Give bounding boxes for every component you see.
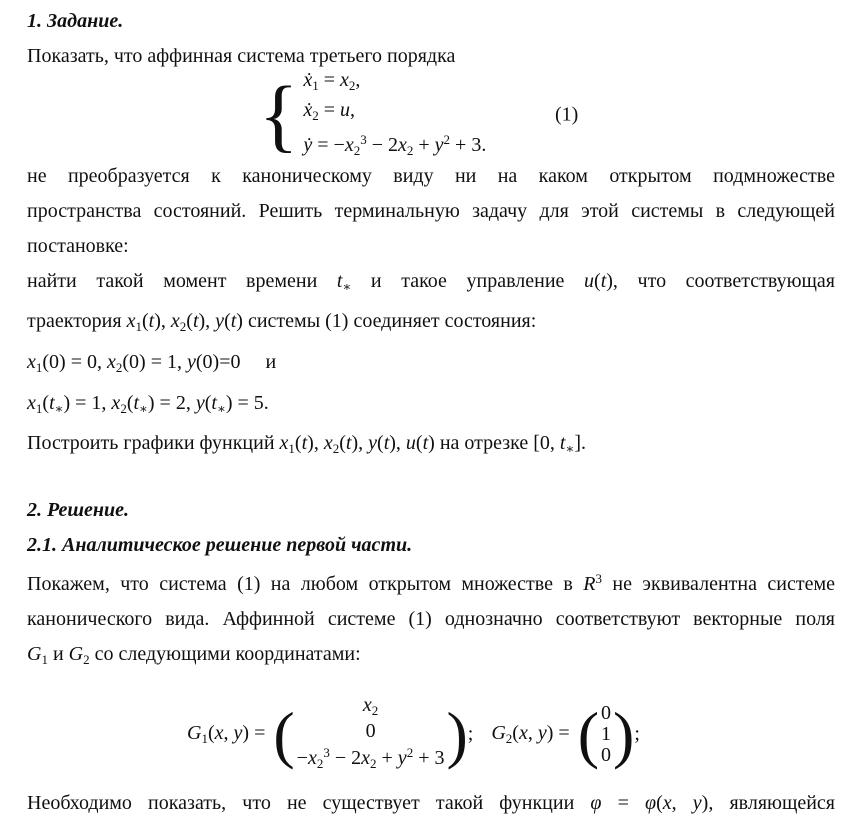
g1-vector-row: $-x_2^3 - 2x_2 + y^2 + 3$ [296, 745, 445, 772]
subsection-heading-analytic: 2.1. Аналитическое решение первой части. [27, 533, 413, 556]
g1-vector-column [295, 695, 447, 774]
g2-close-paren: ) [613, 698, 635, 770]
task-intro-line: Показать, что аффинная система третьего порядка [27, 44, 456, 67]
paragraph-line: пространства состояний. Решить терминальную задачу для этой системы в следующей [27, 200, 835, 223]
g2-open-paren: ( [577, 698, 600, 770]
g1-vector [273, 695, 467, 774]
g2-semicolon: ; [634, 723, 640, 746]
g2-vector [577, 698, 635, 770]
initial-conditions-line: $x_1(0) = 0$, $x_2(0) = 1$, y(0)=0 и [27, 350, 277, 375]
paragraph-line: Покажем, что система (1) на любом открытом множестве в $R^3$ не эквивалентна системе [27, 571, 835, 596]
paragraph-line: не преобразуется к каноническому виду ни на каком открытом подмножестве [27, 165, 835, 188]
plot-request-line: Построить графики функций $x_1(t)$, $x_2(t)$, y(t), u(t) на отрезке [0, $t_∗$]. [27, 432, 586, 457]
g1-lhs: $G_1(x$, y) = [187, 722, 271, 747]
paragraph-line: канонического вида. Аффинной системе (1) однозначно соответствуют векторные поля [27, 608, 835, 631]
g2-lhs: $G_2(x$, y) = [491, 722, 575, 747]
paragraph-line: Необходимо показать, что не существует такой функции φ = φ(x, y), являющейся [27, 791, 836, 814]
section-heading-task: 1. Задание. [27, 10, 124, 32]
paragraph-line: траектория $x_1(t)$, $x_2(t)$, y(t) системы (1) соединяет состояния: [27, 310, 537, 335]
system-equations [303, 68, 486, 163]
g1-vector-row: 0 [365, 720, 376, 743]
paragraph-line: постановке: [27, 234, 129, 257]
paragraph-line: $G_1$ и $G_2$ со следующими координатами: [27, 642, 361, 667]
equation-row-x2dot: ẋ$_2$ = u, [303, 98, 356, 123]
paragraph-line: найти такой момент времени $t_∗$ и такое управление u(t), что соответствующая [27, 269, 835, 294]
g1-vector-row: $x_2$ [362, 694, 379, 719]
g1-semicolon: ; [467, 723, 474, 746]
equation-row-x1dot: ẋ$_1$ = $x_2$, [303, 68, 361, 93]
g1-open-paren: ( [273, 698, 295, 770]
equation-number: (1) [555, 103, 579, 126]
g2-vector-row: 0 [601, 702, 612, 725]
g2-vector-column [599, 703, 613, 766]
g2-vector-row: 0 [601, 744, 612, 767]
system-equation-block [27, 68, 835, 161]
g2-vector-row: 1 [601, 723, 612, 746]
vector-fields-equation-block [27, 694, 835, 772]
system-brace: { [259, 69, 299, 161]
equation-row-ydot: ẏ = $-x_2^3 - 2x_2 + y^2 + 3$. [303, 131, 487, 158]
terminal-conditions-line: $x_1(t_∗) = 1$, $x_2(t_∗) = 2$, $y(t_∗) = 5$. [27, 391, 269, 416]
section-heading-solution: 2. Решение. [27, 499, 130, 522]
g1-close-paren: ) [446, 698, 468, 770]
